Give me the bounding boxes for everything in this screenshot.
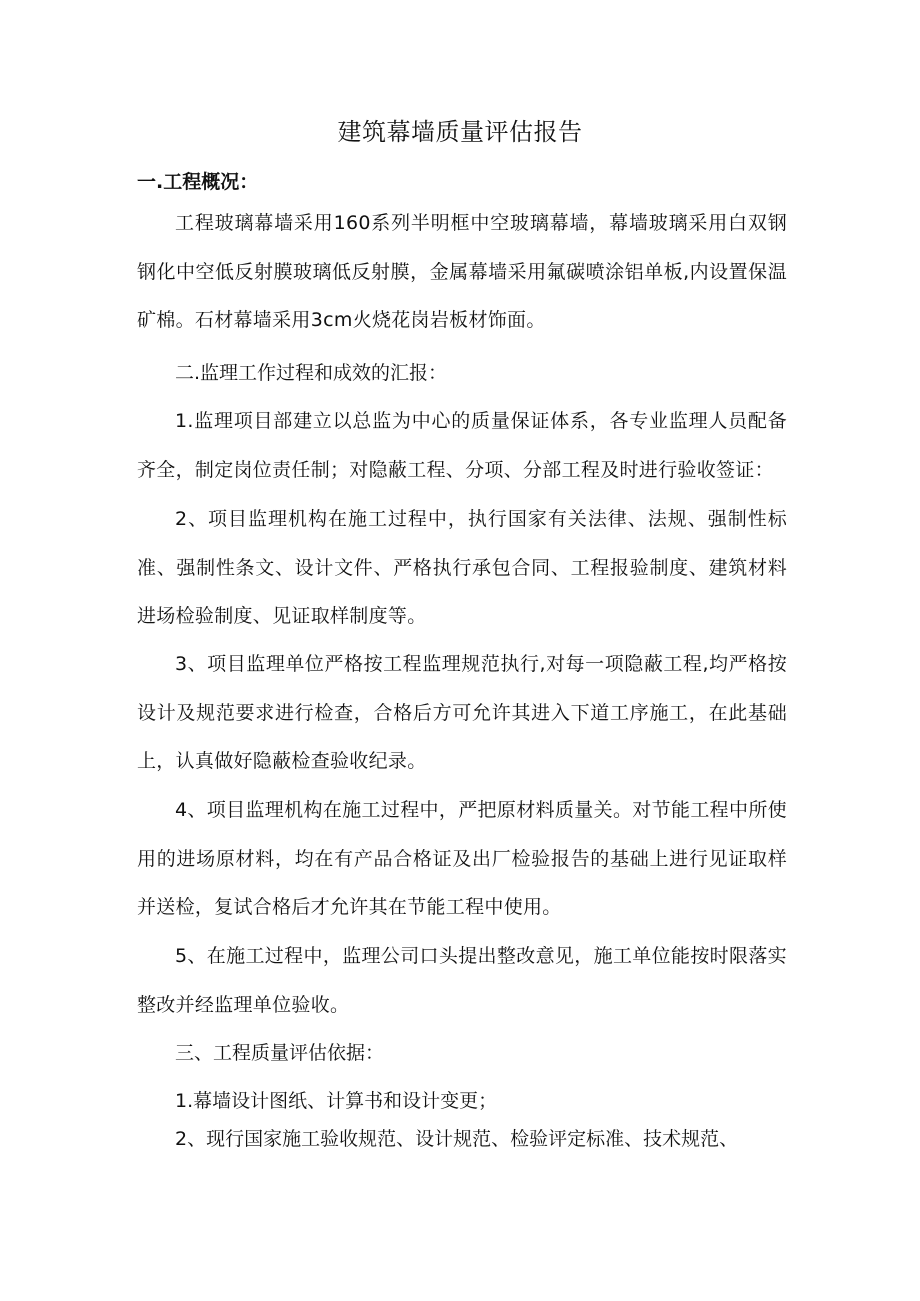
section-2-item-1: 1.监理项目部建立以总监为中心的质量保证体系，各专业监理人员配备齐全，制定岗位责任制；对隐蔽工程、分项、分部工程及时进行验收签证： <box>137 410 787 481</box>
section-2-heading: 二.监理工作过程和成效的汇报： <box>175 362 448 384</box>
section-3-heading: 三、工程质量评估依据： <box>175 1042 385 1064</box>
section-1-body: 工程玻璃幕墙采用160系列半明框中空玻璃幕墙，幕墙玻璃采用白双钢钢化中空低反射膜玻璃低反射膜，金属幕墙采用氟碳喷涂铝单板,内设置保温矿棉。石材幕墙采用3cm火烧花岗岩板材饰面。 <box>137 212 787 331</box>
section-2-item-5: 5、在施工过程中，监理公司口头提出整改意见，施工单位能按时限落实整改并经监理单位验收。 <box>137 945 787 1016</box>
section-3-item-1: 1.幕墙设计图纸、计算书和设计变更； <box>175 1090 498 1112</box>
section-2-item-3: 3、项目监理单位严格按工程监理规范执行,对每一项隐蔽工程,均严格按设计及规范要求进行检查，合格后方可允许其进入下道工序施工，在此基础上，认真做好隐蔽检查验收纪录。 <box>137 653 787 772</box>
section-2-item-4: 4、项目监理机构在施工过程中，严把原材料质量关。对节能工程中所使用的进场原材料，均在有产品合格证及出厂检验报告的基础上进行见证取样并送检，复试合格后才允许其在节能工程中使用。 <box>137 799 787 918</box>
section-1-heading: 一.工程概况： <box>137 171 259 193</box>
section-3-item-2: 2、现行国家施工验收规范、设计规范、检验评定标准、技术规范、 <box>175 1128 739 1150</box>
section-2-item-2: 2、项目监理机构在施工过程中，执行国家有关法律、法规、强制性标准、强制性条文、设计文件、严格执行承包合同、工程报验制度、建筑材料进场检验制度、见证取样制度等。 <box>137 508 787 627</box>
document-title: 建筑幕墙质量评估报告 <box>337 118 583 146</box>
